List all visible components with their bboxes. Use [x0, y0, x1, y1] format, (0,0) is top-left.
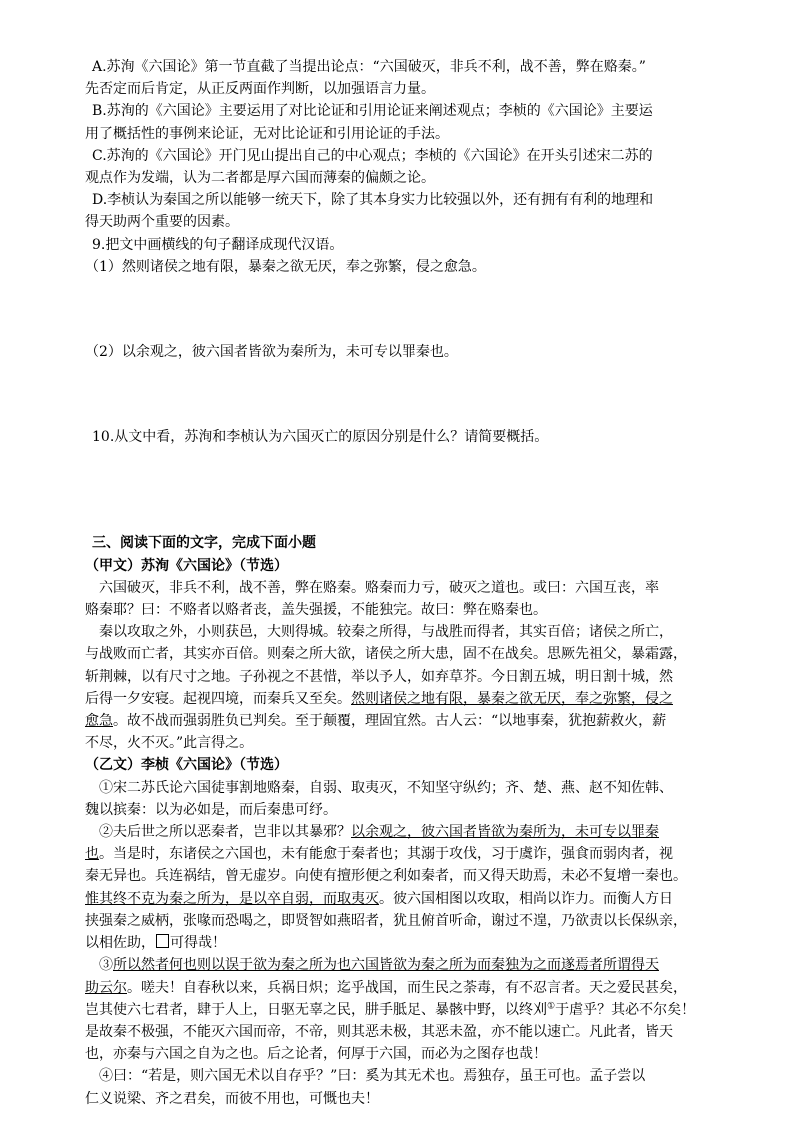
yi-p2-line4	[85, 888, 725, 910]
yi-p4-line1: ④曰：“若是，则六国无术以自存乎？”曰：奚为其无术也。焉独存，虽王可也。孟子尝以	[99, 1068, 646, 1085]
question-9-sentence-2: （2）以余观之，彼六国者皆欲为秦所为，未可专以罪秦也。	[85, 344, 458, 361]
section-3-title: 三、阅读下面的文字，完成下面小题	[92, 535, 316, 552]
yi-p3-marker: ③	[99, 957, 113, 974]
yi-p4-line2: 仁义说梁、齐之君矣，而彼不用也，可慨也夫！	[85, 1090, 379, 1107]
option-d-line1: D.李桢认为秦国之所以能够一统天下，除了其本身实力比较强以外，还有拥有有利的地理和	[92, 192, 654, 209]
yi-p2-line3: 秦无异也。兵连祸结，曾无虚岁。向使有擅形便之利如秦者，而又得天助焉，未必不复增一秦也。	[85, 868, 687, 885]
jia-paragraph-2	[85, 621, 725, 754]
yi-p2-line2-text: 。当是时，东诸侯之六国也，未有能愈于秦者也；其溺于攻伐，习于虞诈，强食而弱肉者，视	[99, 846, 673, 863]
jia-p2-line3: 斩荆棘，以有尺寸之地。子孙视之不甚惜，举以予人，如弃草芥。今日割五城，明日割十城，然	[85, 668, 673, 685]
jia-title: （甲文）苏洵《六国论》（节选）	[85, 557, 288, 574]
yi-paragraph-1	[85, 777, 725, 821]
jia-p2-line5	[85, 710, 725, 732]
option-b	[85, 100, 725, 144]
option-a-line2: 先否定而后肯定，从正反两面作判断，以加强语言力量。	[85, 81, 435, 98]
jia-p1-line2: 赂秦耶？曰：不赂者以赂者丧，盖失强援，不能独完。故曰：弊在赂秦也。	[85, 602, 547, 619]
jia-p2-line6: 不尽，火不灭。”此言得之。	[85, 735, 254, 752]
yi-p1-line1: ①宋二苏氏论六国徒事割地赂秦，自弱、取夷灭，不知坚守纵约；齐、楚、燕、赵不知佐韩、	[99, 779, 673, 796]
yi-p2-line6-text: 以相佐助，	[85, 935, 155, 952]
jia-p2-line2: 与战败而亡者，其实亦百倍。则秦之所大欲，诸侯之所大患，固不在战矣。思厥先祖父，暴霜露，	[85, 646, 687, 663]
underlined-sentence-jia: 然则诸侯之地有限，暴秦之欲无厌，奉之弥繁，侵之	[351, 690, 673, 707]
option-b-line1: B.苏洵的《六国论》主要运用了对比论证和引用论证来阐述观点；李桢的《六国论》主要运	[92, 103, 653, 120]
option-b-line2: 用了概括性的事例来论证，无对比论证和引用论证的手法。	[85, 125, 449, 142]
option-a-line1: A.苏洵《六国论》第一节直截了当提出论点：“六国破灭，非兵不利，战不善，弊在赂秦。”	[92, 59, 646, 75]
yi-p2-line5: 挟强秦之威柄，张喙而恐喝之，即贤智如燕昭者，犹且俯首听命，谢过不遑，乃欲责以长保纵亲，	[85, 912, 687, 929]
yi-p3-line5: 也，亦秦与六国之自为之也。后之论者，何厚于六国，而必为之图存也哉！	[85, 1046, 547, 1063]
yi-title: （乙文）李桢《六国论》（节选）	[85, 757, 288, 774]
jia-p1-line1: 六国破灭，非兵不利，战不善，弊在赂秦。赂秦而力亏，破灭之道也。或曰：六国互丧，率	[99, 579, 659, 596]
option-c-line1: C.苏洵的《六国论》开门见山提出自己的中心观点；李桢的《六国论》在开头引述宋二苏的	[92, 147, 653, 164]
underlined-sentence-yi-1: 以余观之，彼六国者皆欲为秦所为，未可专以罪秦	[351, 824, 659, 841]
yi-p3-line3-text: 岂其使六七君者，肆于人上，日驱无辜之民，肼手胝足、暴骸中野，以终刈	[85, 1001, 547, 1018]
underlined-sentence-jia-end: 愈急	[85, 713, 113, 730]
option-c	[85, 145, 725, 189]
question-9-stem: 9.把文中画横线的句子翻译成现代汉语。	[92, 236, 344, 253]
yi-p2-line1-text: ②夫后世之所以恶秦者，岂非以其暴邪？	[99, 824, 351, 841]
answer-space-9-1[interactable]	[85, 278, 725, 341]
answer-space-9-2[interactable]	[85, 363, 725, 426]
question-10-stem: 10.从文中看，苏洵和李桢认为六国灭亡的原因分别是什么？请简要概括。	[92, 429, 549, 446]
option-c-line2: 观点作为发端，认为二者都是厚六国而薄秦的偏颇之论。	[85, 170, 435, 187]
exam-page	[85, 56, 725, 1110]
footnote-marker: ①	[547, 1001, 556, 1012]
underlined-sentence-yi-3: 所以然者何也则以误于欲为秦之所为也六国皆欲为秦之所为而秦独为之而遂焉者所谓得天	[113, 957, 659, 974]
yi-p3-line4: 是故秦不极强，不能灭六国而帝，不帝，则其恶未极，其恶未盈，亦不能以速亡。凡此者，皆天	[85, 1023, 673, 1040]
yi-p2-line6-text-end: 可得哉！	[170, 935, 226, 952]
answer-space-10[interactable]	[85, 448, 725, 532]
jia-p2-line4	[85, 688, 725, 710]
yi-p2-line1	[85, 821, 725, 843]
yi-p2-line6	[85, 932, 725, 954]
option-d-line2: 得天助两个重要的因素。	[85, 214, 239, 231]
yi-p1-line2: 魏以摈秦：以为必如是，而后秦患可纾。	[85, 801, 337, 818]
question-9-sentence-1: （1）然则诸侯之地有限，暴秦之欲无厌，奉之弥繁，侵之愈急。	[85, 258, 486, 275]
yi-p2-line4-text: 。彼六国相图以攻取，相尚以诈力。而衡人方日	[379, 890, 673, 907]
yi-p3-line2	[85, 977, 725, 999]
option-a	[85, 56, 725, 100]
jia-p2-line1: 秦以攻取之外，小则获邑，大则得城。较秦之所得，与战胜而得者，其实百倍；诸侯之所亡，	[99, 624, 673, 641]
underlined-sentence-yi-1-end: 也	[85, 846, 99, 863]
jia-paragraph-1	[85, 577, 725, 621]
yi-p3-line1	[85, 954, 725, 976]
yi-p3-line2-text: 。嗟夫！自春秋以来，兵祸日炽；迄乎战国，而生民之荼毒，有不忍言者。天之爱民甚矣，	[127, 979, 687, 996]
jia-p2-line4-text: 后得一夕安寝。起视四境，而秦兵又至矣。	[85, 690, 351, 707]
underlined-sentence-yi-3-end: 助云尔	[85, 979, 127, 996]
underlined-sentence-yi-2: 惟其终不克为秦之所为，是以卒自弱，而取夷灭	[85, 890, 379, 907]
option-d	[85, 189, 725, 233]
blank-box[interactable]	[156, 934, 169, 948]
yi-p2-line2	[85, 843, 725, 865]
jia-p2-line5-text: 。故不战而强弱胜负已判矣。至于颠覆，理固宜然。古人云：“以地事秦，犹抱薪救火，薪	[113, 713, 667, 730]
yi-paragraph-4	[85, 1065, 725, 1109]
yi-paragraph-3	[85, 954, 725, 1065]
yi-paragraph-2	[85, 821, 725, 954]
yi-p3-line3	[85, 999, 725, 1021]
yi-p3-line3-text-end: 于虐乎？其必不尔矣！	[555, 1001, 696, 1018]
